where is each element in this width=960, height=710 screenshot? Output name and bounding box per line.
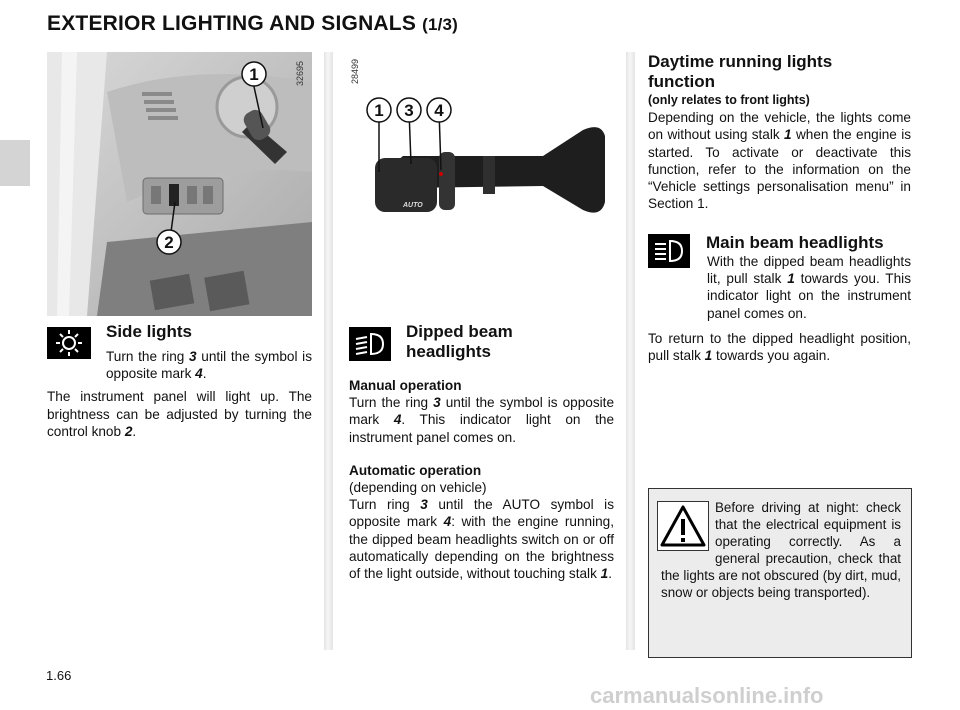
callout-3: 3 xyxy=(404,101,414,120)
page-number: 1.66 xyxy=(46,668,72,683)
daytime-text: (only relates to front lights) Depending on the vehicle, the lights come on without using stalk 1 when the engine is started. To activate or deactivate this function, refer to the information on the “Vehicle settings personalisation menu” in Section 1. xyxy=(648,93,912,212)
dipped-beam-icon xyxy=(349,327,391,361)
dipped-beam-text: Manual operation Turn the ring 3 until the symbol is opposite mark 4. This indicator light on the instrument panel comes on. Automatic operation (depending on vehicle) Turn ring 3 until the AUTO symbol is opposite mark 4: with the engine running, the dipped beam headlights switch on or off automatically depending on the brightness of the light outside, without touching stalk 1. xyxy=(349,378,615,582)
daytime-heading: Daytime running lights function xyxy=(648,52,833,91)
side-lights-heading: Side lights xyxy=(106,322,192,341)
page-title: EXTERIOR LIGHTING AND SIGNALS (1/3) xyxy=(47,12,459,35)
callout-4: 4 xyxy=(434,101,444,120)
watermark: carmanualsonline.info xyxy=(590,683,824,708)
column-divider xyxy=(626,52,635,650)
column-divider xyxy=(324,52,333,650)
warning-text: Before driving at night: check that the electrical equipment is operating correctly. As a general precaution, check that the lights are not obscured (by dirt, mud, snow or objects being transported). xyxy=(661,500,901,600)
warning-box xyxy=(648,488,912,658)
callout-1: 1 xyxy=(374,101,384,120)
stalk-auto-label: AUTO xyxy=(403,202,423,209)
stalk-illustration xyxy=(343,52,615,272)
lighting-stalk-drawing xyxy=(343,52,615,272)
dipped-beam-heading: Dipped beam headlights xyxy=(406,322,513,361)
callout-2: 2 xyxy=(164,233,174,252)
figure-ref-1: 32695 xyxy=(295,60,305,86)
section-tab xyxy=(0,140,30,186)
side-lights-text: Turn the ring 3 until the symbol is opposite mark 4. The instrument panel will light up. The brightness can be adjusted by turning the control knob 2. xyxy=(47,349,312,439)
main-beam-heading: Main beam headlights xyxy=(706,233,884,252)
dashboard-illustration xyxy=(47,52,312,316)
dashboard-photo xyxy=(47,52,312,316)
figure-ref-2: 28499 xyxy=(350,58,360,84)
main-beam-text: With the dipped beam headlights lit, pull stalk 1 towards you. This indicator light on the instrument panel comes on. To return to the dipped headlight position, pull stalk 1 towards you again. xyxy=(648,254,911,364)
callout-1: 1 xyxy=(249,65,259,84)
